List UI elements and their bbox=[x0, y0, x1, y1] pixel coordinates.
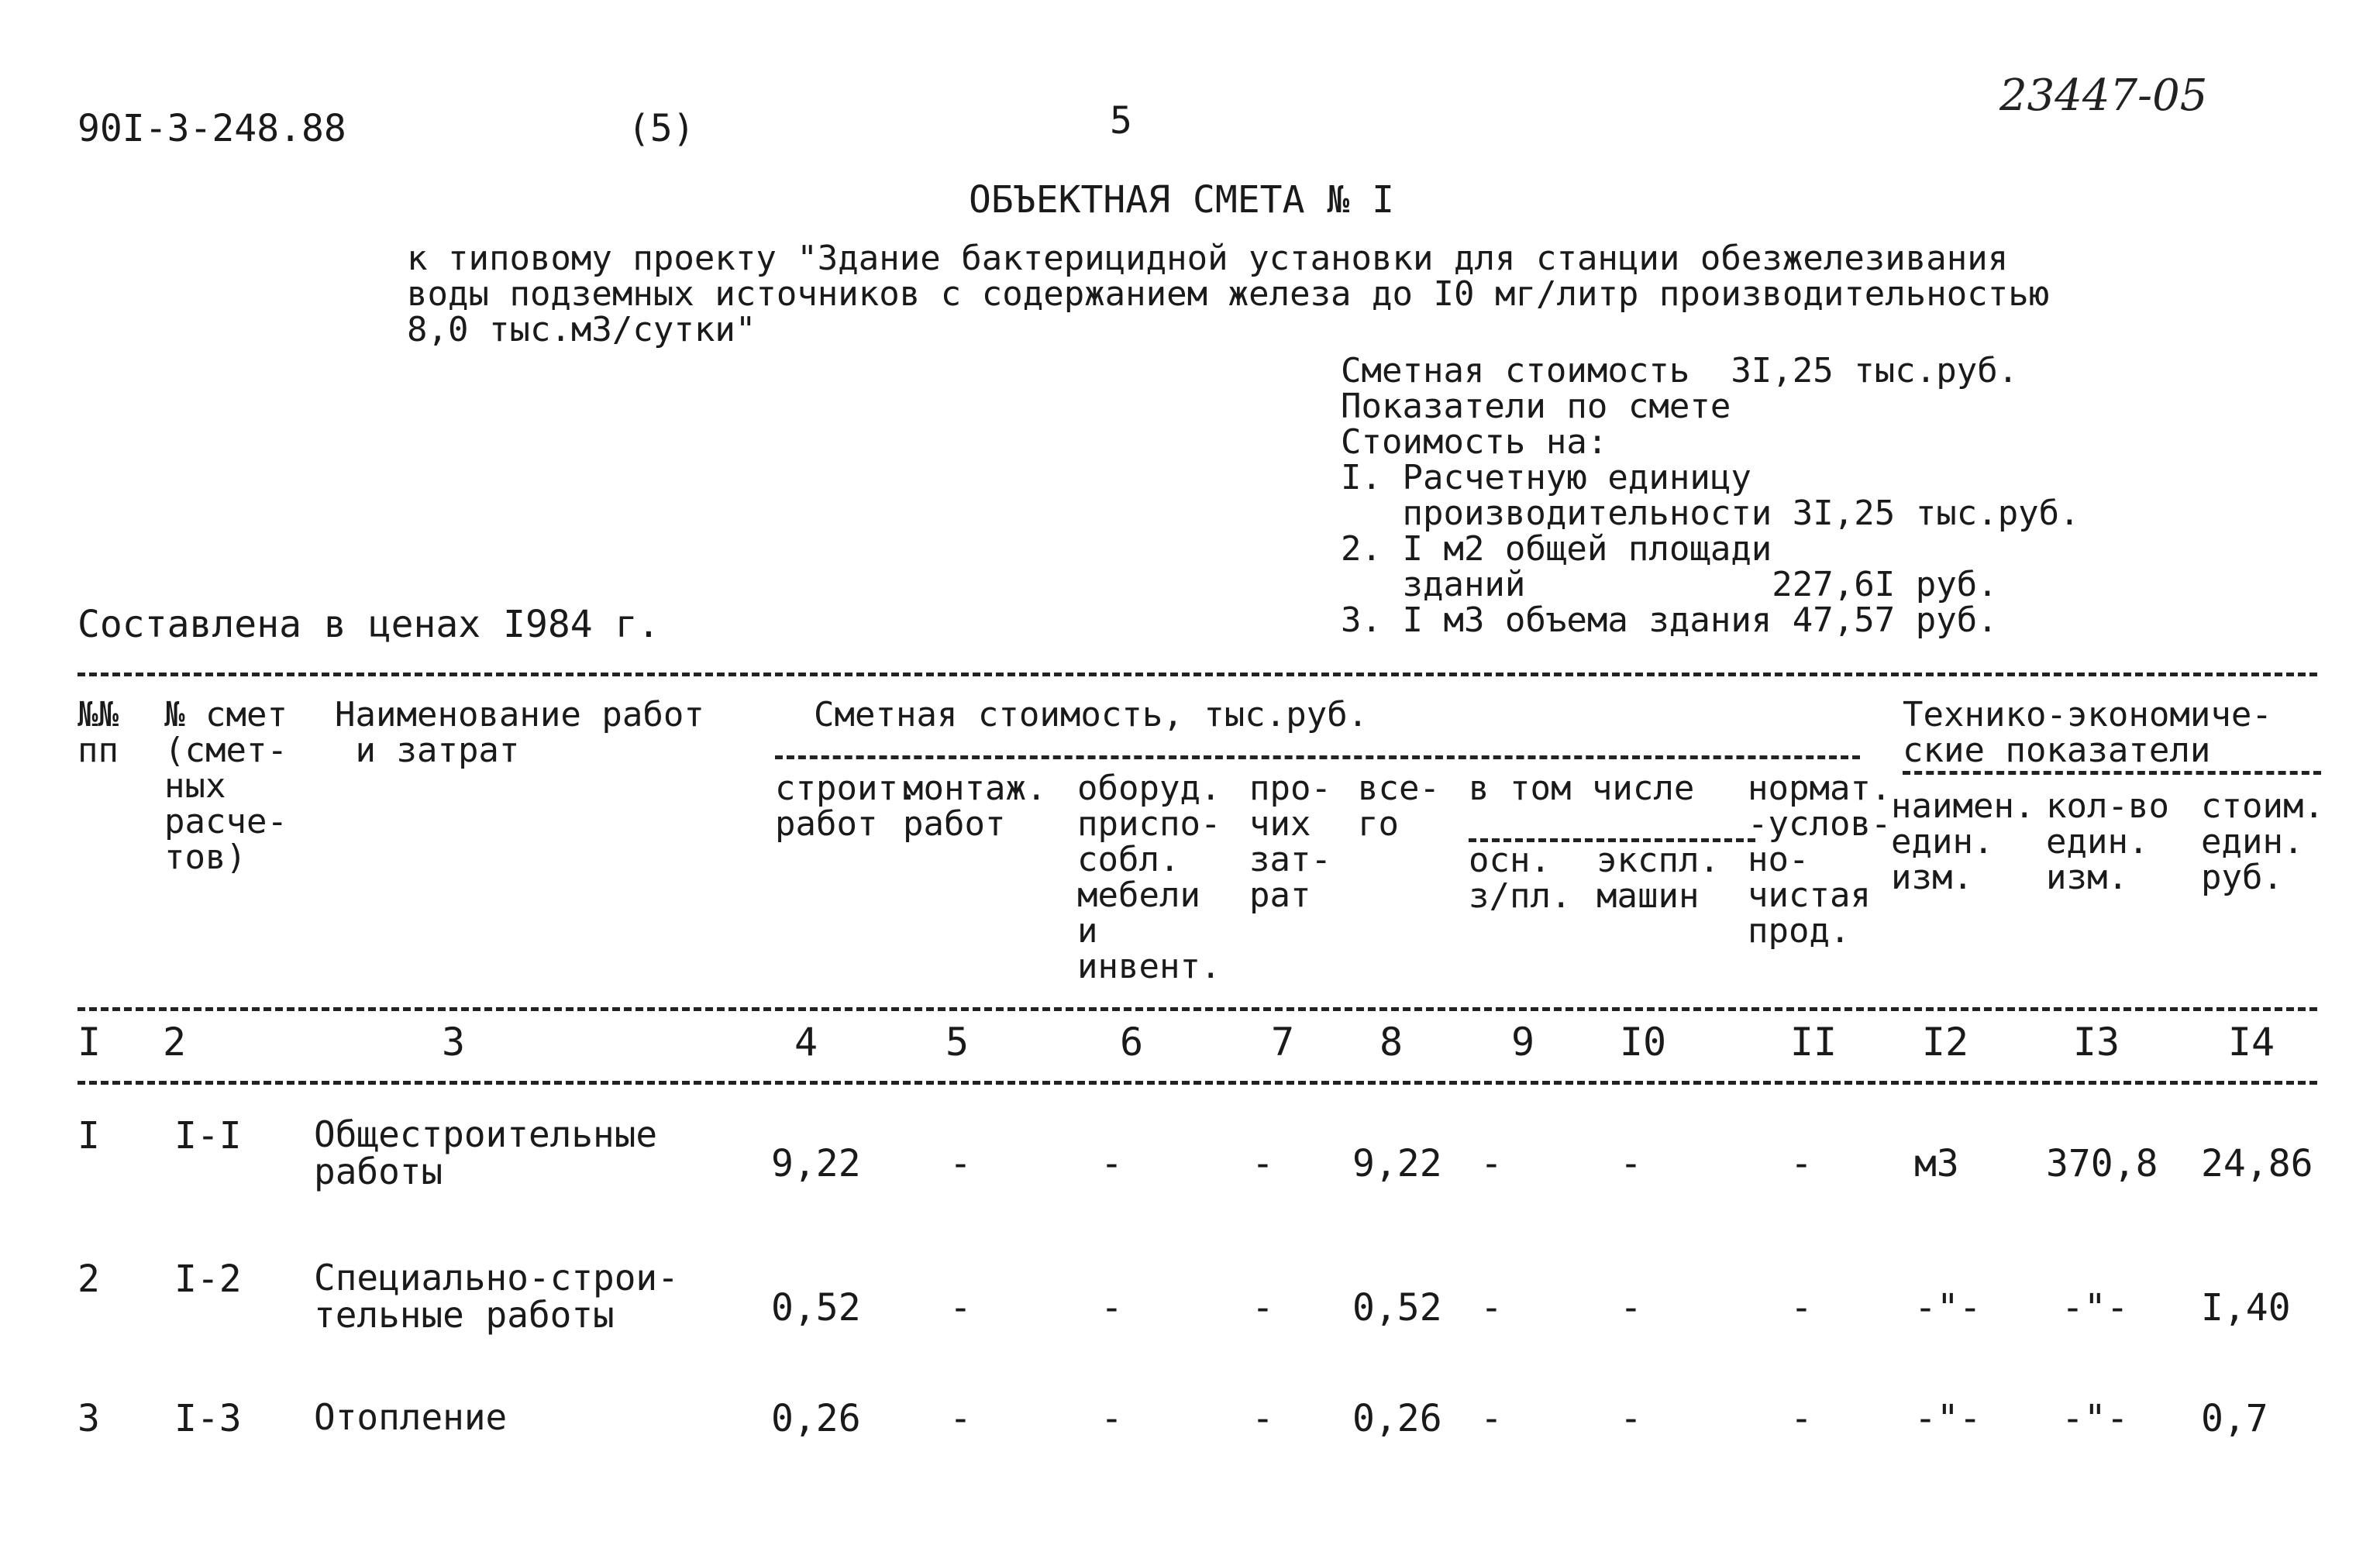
col-number-13: I3 bbox=[2072, 1020, 2120, 1065]
row-net-product: - bbox=[1790, 1397, 1813, 1440]
col-number-14: I4 bbox=[2227, 1020, 2275, 1065]
summary-item-1b: производительности 3I,25 тыс.руб. bbox=[1341, 494, 2080, 533]
row-net-product: - bbox=[1790, 1286, 1813, 1330]
subtitle-line-1: к типовому проекту "Здание бактерицидной установки для станции обезжелезивания bbox=[407, 239, 2009, 278]
summary-cost-on: Стоимость на: bbox=[1341, 422, 1608, 462]
row-construction-cost: 0,26 bbox=[771, 1397, 861, 1440]
header-col-8: все- го bbox=[1358, 769, 1440, 844]
prices-note: Составлена в ценах I984 г. bbox=[77, 603, 660, 646]
row-unit-quantity: -"- bbox=[2061, 1286, 2129, 1330]
header-col-5: монтаж. работ bbox=[903, 769, 1047, 844]
row-estimate-code: I-I bbox=[174, 1114, 242, 1158]
row-base-wage: - bbox=[1480, 1142, 1503, 1185]
row-net-product: - bbox=[1790, 1142, 1813, 1185]
col-number-5: 5 bbox=[945, 1020, 970, 1065]
header-col-7: про- чих зат- рат bbox=[1249, 769, 1331, 915]
col-number-1: I bbox=[77, 1020, 102, 1065]
table-top-rule bbox=[77, 673, 2317, 676]
numbers-bottom-rule bbox=[77, 1081, 2317, 1085]
row-construction-cost: 9,22 bbox=[771, 1142, 861, 1185]
row-estimate-code: I-3 bbox=[174, 1397, 242, 1440]
row-unit-quantity: -"- bbox=[2061, 1397, 2129, 1440]
header-col-11: нормат. -услов- но- чистая прод. bbox=[1748, 769, 1892, 951]
row-estimate-code: I-2 bbox=[174, 1257, 242, 1301]
header-col-9: осн. з/пл. bbox=[1469, 841, 1572, 916]
header-col-6: оборуд. приспо- собл. мебели и инвент. bbox=[1077, 769, 1221, 986]
archive-number: 23447-05 bbox=[1999, 71, 2208, 121]
header-col-12: наимен. един. изм. bbox=[1891, 786, 2035, 897]
row-total-cost: 0,26 bbox=[1352, 1397, 1442, 1440]
col-number-6: 6 bbox=[1119, 1020, 1144, 1065]
header-incl-group: в том числе bbox=[1469, 769, 1695, 808]
row-equipment-cost: - bbox=[1100, 1286, 1123, 1330]
subtitle-line-2: воды подземных источников с содержанием железа до I0 мг/литр производительностью bbox=[407, 274, 2050, 314]
header-col-14: стоим. един. руб. bbox=[2201, 786, 2324, 897]
row-base-wage: - bbox=[1480, 1286, 1503, 1330]
row-number: 2 bbox=[77, 1257, 100, 1301]
row-unit-name: -"- bbox=[1914, 1286, 1982, 1330]
col-number-2: 2 bbox=[162, 1020, 187, 1065]
header-col-1: №№ пп bbox=[77, 695, 119, 770]
header-col-10: экспл. машин bbox=[1596, 841, 1720, 916]
row-unit-cost: 24,86 bbox=[2201, 1142, 2313, 1185]
row-installation-cost: - bbox=[949, 1142, 972, 1185]
col-number-4: 4 bbox=[794, 1020, 818, 1065]
album-number: (5) bbox=[628, 107, 695, 150]
row-work-name: Специально-строи- тельные работы bbox=[314, 1257, 679, 1336]
subtitle-line-3: 8,0 тыс.м3/сутки" bbox=[407, 310, 756, 349]
row-work-name: Отопление bbox=[314, 1396, 508, 1438]
summary-item-1a: I. Расчетную единицу bbox=[1341, 458, 1751, 497]
document-code: 90I-3-248.88 bbox=[77, 107, 346, 150]
row-other-cost: - bbox=[1252, 1142, 1274, 1185]
row-machine-cost: - bbox=[1620, 1142, 1642, 1185]
header-col-13: кол-во един. изм. bbox=[2046, 786, 2169, 897]
col-number-11: II bbox=[1789, 1020, 1838, 1065]
row-number: 3 bbox=[77, 1397, 100, 1440]
row-other-cost: - bbox=[1252, 1286, 1274, 1330]
summary-cost: Сметная стоимость 3I,25 тыс.руб. bbox=[1341, 351, 2019, 390]
row-unit-name: -"- bbox=[1914, 1397, 1982, 1440]
header-col-3: Наименование работ и затрат bbox=[335, 695, 704, 770]
row-total-cost: 0,52 bbox=[1352, 1286, 1442, 1330]
row-unit-cost: 0,7 bbox=[2201, 1397, 2268, 1440]
page-number: 5 bbox=[1110, 99, 1132, 143]
row-unit-cost: I,40 bbox=[2201, 1286, 2291, 1330]
summary-item-2a: 2. I м2 общей площади bbox=[1341, 529, 1772, 569]
header-tech-group: Технико-экономиче- ские показатели bbox=[1903, 695, 2272, 770]
row-unit-quantity: 370,8 bbox=[2046, 1142, 2158, 1185]
col-number-8: 8 bbox=[1379, 1020, 1404, 1065]
col-number-7: 7 bbox=[1270, 1020, 1295, 1065]
summary-item-2b: зданий 227,6I руб. bbox=[1341, 565, 1998, 604]
cost-group-rule bbox=[775, 755, 1860, 759]
header-cost-group: Сметная стоимость, тыс.руб. bbox=[814, 695, 1369, 734]
header-col-4: строит. работ bbox=[775, 769, 919, 844]
row-machine-cost: - bbox=[1620, 1397, 1642, 1440]
row-other-cost: - bbox=[1252, 1397, 1274, 1440]
row-base-wage: - bbox=[1480, 1397, 1503, 1440]
header-col-2: № смет (смет- ных расче- тов) bbox=[164, 695, 288, 877]
col-number-12: I2 bbox=[1921, 1020, 1969, 1065]
summary-item-3: 3. I м3 объема здания 47,57 руб. bbox=[1341, 600, 1998, 640]
row-work-name: Общестроительные работы bbox=[314, 1113, 658, 1192]
document-title: ОБЪЕКТНАЯ СМЕТА № I bbox=[969, 178, 1395, 222]
row-total-cost: 9,22 bbox=[1352, 1142, 1442, 1185]
row-unit-name: м3 bbox=[1914, 1142, 1959, 1185]
row-construction-cost: 0,52 bbox=[771, 1286, 861, 1330]
header-bottom-rule bbox=[77, 1007, 2317, 1011]
row-equipment-cost: - bbox=[1100, 1142, 1123, 1185]
row-number: I bbox=[77, 1114, 100, 1158]
col-number-3: 3 bbox=[441, 1020, 466, 1065]
row-installation-cost: - bbox=[949, 1286, 972, 1330]
summary-indicators: Показатели по смете bbox=[1341, 387, 1731, 426]
row-equipment-cost: - bbox=[1100, 1397, 1123, 1440]
row-installation-cost: - bbox=[949, 1397, 972, 1440]
col-number-10: I0 bbox=[1619, 1020, 1667, 1065]
col-number-9: 9 bbox=[1510, 1020, 1535, 1065]
tech-group-rule bbox=[1903, 771, 2321, 775]
row-machine-cost: - bbox=[1620, 1286, 1642, 1330]
